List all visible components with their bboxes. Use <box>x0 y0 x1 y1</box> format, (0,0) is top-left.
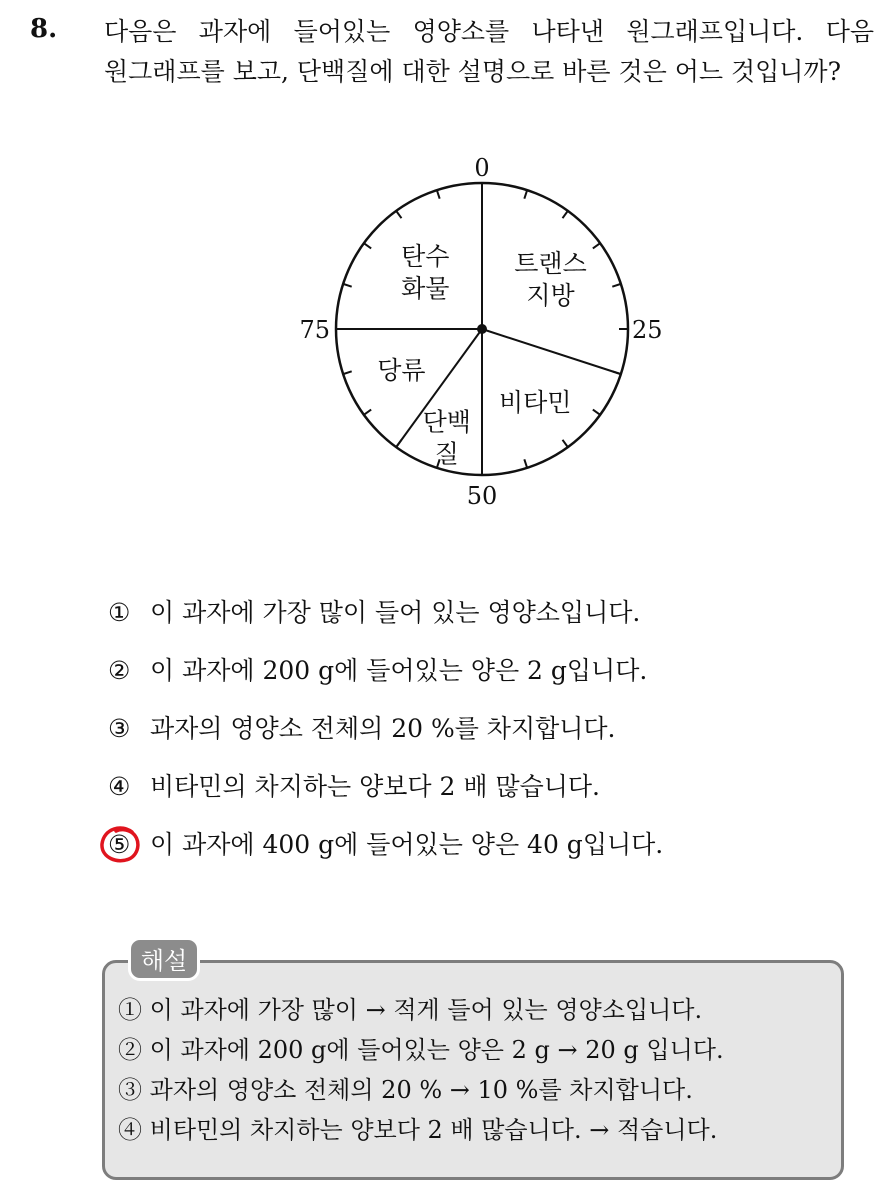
pie-tick <box>364 410 371 415</box>
option-text: 과자의 영양소 전체의 20 %를 차지합니다. <box>150 714 616 743</box>
pie-slice-label: 탄수 화물 <box>401 242 450 304</box>
pie-tick <box>524 190 527 199</box>
explanation-tag: 해설 <box>128 937 200 981</box>
explanation-lines <box>118 990 724 1150</box>
option-3[interactable] <box>108 706 663 764</box>
pie-slice-label: 비타민 <box>498 388 572 418</box>
scale-label-75: 75 <box>299 316 330 344</box>
answer-options <box>108 590 663 880</box>
option-text: 이 과자에 200 g에 들어있는 양은 2 g입니다. <box>150 656 648 685</box>
question-line-2: 원그래프를 보고, 단백질에 대한 설명으로 바른 것은 어느 것입니까? <box>104 57 841 86</box>
scale-label-50: 50 <box>466 482 498 510</box>
pie-tick <box>593 243 600 248</box>
answer-circle-mark <box>98 824 144 866</box>
option-1[interactable] <box>108 590 663 648</box>
pie-center-dot <box>477 324 487 334</box>
pie-slice-label: 당류 <box>377 356 426 386</box>
pie-divider <box>482 329 621 374</box>
pie-tick <box>563 211 568 218</box>
option-text: 비타민의 차지하는 양보다 2 배 많습니다. <box>150 772 600 801</box>
pie-tick <box>343 284 352 287</box>
pie-slice-label: 단백 질 <box>422 407 471 469</box>
pie-tick <box>396 211 401 218</box>
option-number: ④ <box>108 772 131 801</box>
pie-tick <box>437 190 440 199</box>
pie-tick <box>364 243 371 248</box>
option-text: 이 과자에 400 g에 들어있는 양은 40 g입니다. <box>150 830 664 859</box>
explanation-line: ① 이 과자에 가장 많이 → 적게 들어 있는 영양소입니다. <box>118 996 703 1024</box>
pie-slice-label: 트랜스 지방 <box>514 249 587 311</box>
question-number: 8. <box>30 14 58 44</box>
pie-tick <box>593 410 600 415</box>
option-2[interactable] <box>108 648 663 706</box>
question-line-1: 다음은 과자에 들어있는 영양소를 나타낸 원그래프입니다. 다음 <box>104 17 874 46</box>
scale-label-25: 25 <box>632 316 663 344</box>
explanation-line: ② 이 과자에 200 g에 들어있는 양은 2 g → 20 g 입니다. <box>118 1036 724 1064</box>
option-4[interactable] <box>108 764 663 822</box>
pie-tick <box>563 440 568 447</box>
option-5[interactable] <box>108 822 663 880</box>
pie-chart <box>0 0 884 560</box>
scale-label-0: 0 <box>474 154 490 182</box>
pie-tick <box>612 284 621 287</box>
pie-tick <box>343 371 352 374</box>
option-number: ⑤ <box>108 830 131 859</box>
pie-tick <box>524 459 527 468</box>
explanation-line: ③ 과자의 영양소 전체의 20 % → 10 %를 차지합니다. <box>118 1076 693 1104</box>
explanation-line: ④ 비타민의 차지하는 양보다 2 배 많습니다. → 적습니다. <box>118 1116 718 1144</box>
option-number: ② <box>108 656 131 685</box>
option-text: 이 과자에 가장 많이 들어 있는 영양소입니다. <box>150 598 641 627</box>
option-number: ③ <box>108 714 131 743</box>
option-number: ① <box>108 598 131 627</box>
